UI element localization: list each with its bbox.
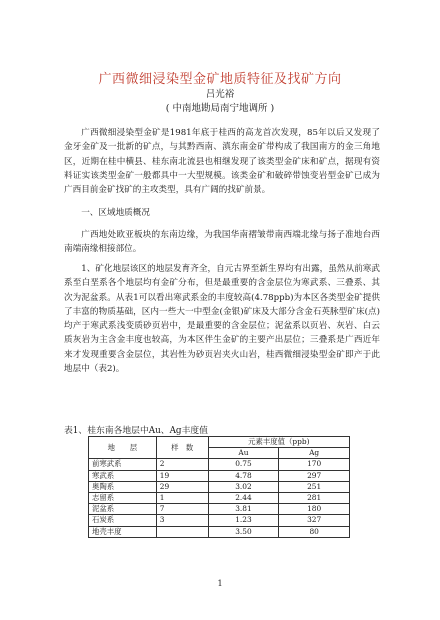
section-heading: 一、区域地质概况 [81,208,150,218]
paper-title: 广西微细浸染型金矿地质特征及找矿方向 [98,72,342,87]
header-abundance: 元素丰度值（ppb) [208,437,349,448]
table-row [89,459,350,470]
cell-au: 4.78 [208,470,279,481]
table-row [89,504,350,515]
author: 吕光裕 [205,89,235,100]
cell-au: 3.50 [208,526,279,537]
cell-samples: 2 [156,459,208,470]
page-number: 1 [217,579,223,588]
cell-stratum: 泥盆系 [89,504,157,515]
abundance-table [88,436,350,538]
cell-au: 3.81 [208,504,279,515]
cell-ag: 297 [279,470,350,481]
cell-ag: 180 [279,504,350,515]
cell-stratum: 前寒武系 [89,459,157,470]
intro-paragraph: 广西微细浸染型金矿是1981年底于桂西的高龙首次发现，85年以后又发现了金牙金矿及一批新的矿点，与其黔西南、滇东南金矿带构成了我国南方的金三角地区，近期在桂中横县、桂东南北流县也相继发现了该类型金矿床和矿点，据现有资料证实该类型金矿一般都具中一大型规模。该类金矿和破碎带蚀变岩型金矿已成为广西目前金矿找矿的主攻类型，具有广阔的找矿前景。 [64,128,380,196]
header-au: Au [208,448,279,459]
cell-au: 0.75 [208,459,279,470]
cell-samples: 3 [156,515,208,526]
cell-samples: 1 [156,493,208,504]
cell-ag: 281 [279,493,350,504]
table-row [89,493,350,504]
cell-ag: 80 [279,526,350,537]
section-paragraph: 广西地处欧亚板块的东南边缘，为我国华南褶皱带南西端北缘与扬子准地台西南端南缘相接部位。 [64,230,380,255]
cell-stratum: 寒武系 [89,470,157,481]
cell-au: 1.23 [208,515,279,526]
table-row [89,470,350,481]
cell-stratum: 地壳丰度 [89,526,157,537]
affiliation: ( 中南地勘局南宁地调所 ) [165,103,275,114]
cell-ag: 170 [279,459,350,470]
cell-ag: 327 [279,515,350,526]
header-samples: 样 数 [156,437,208,459]
cell-stratum: 奥陶系 [89,481,157,492]
cell-samples: 29 [156,481,208,492]
cell-ag: 251 [279,481,350,492]
table-row [89,526,350,537]
header-stratum: 地 层 [89,437,157,459]
cell-stratum: 志留系 [89,493,157,504]
table-header-row [89,437,350,448]
cell-samples [156,526,208,537]
table-caption: 表1、桂东南各地层中Au、Ag丰度值 [64,426,208,436]
strata-paragraph: 1、矿化地层该区的地层发育齐全，自元古界至新生界均有出露，虽然从前寒武系至白垩系各个地层均有金矿分布，但是最重要的含金层位为寒武系、三叠系、其次为泥盆系。从表1可以看出寒武系金的丰度较高(4.78ppb)为本区各类型金矿提供了丰富的物质基础，区内一些大一中型金(金银)矿床及大部分含金石英脉型矿床(点)均产于寒武系浅变质砂页岩中，是最重要的含金层位；泥盆系以页岩、灰岩、白云质灰岩为主含金丰度也较高，为本区伴生金矿的主要产出层位；三叠系是广西近年来才发现重要含金层位，其岩性为砂页岩夹火山岩，桂西微细浸染型金矿即产于此地层中（表2)。 [64,264,380,375]
table-row [89,481,350,492]
cell-au: 3.02 [208,481,279,492]
cell-au: 2.44 [208,493,279,504]
cell-samples: 19 [156,470,208,481]
cell-stratum: 石炭系 [89,515,157,526]
cell-samples: 7 [156,504,208,515]
table-row [89,515,350,526]
header-ag: Ag [279,448,350,459]
